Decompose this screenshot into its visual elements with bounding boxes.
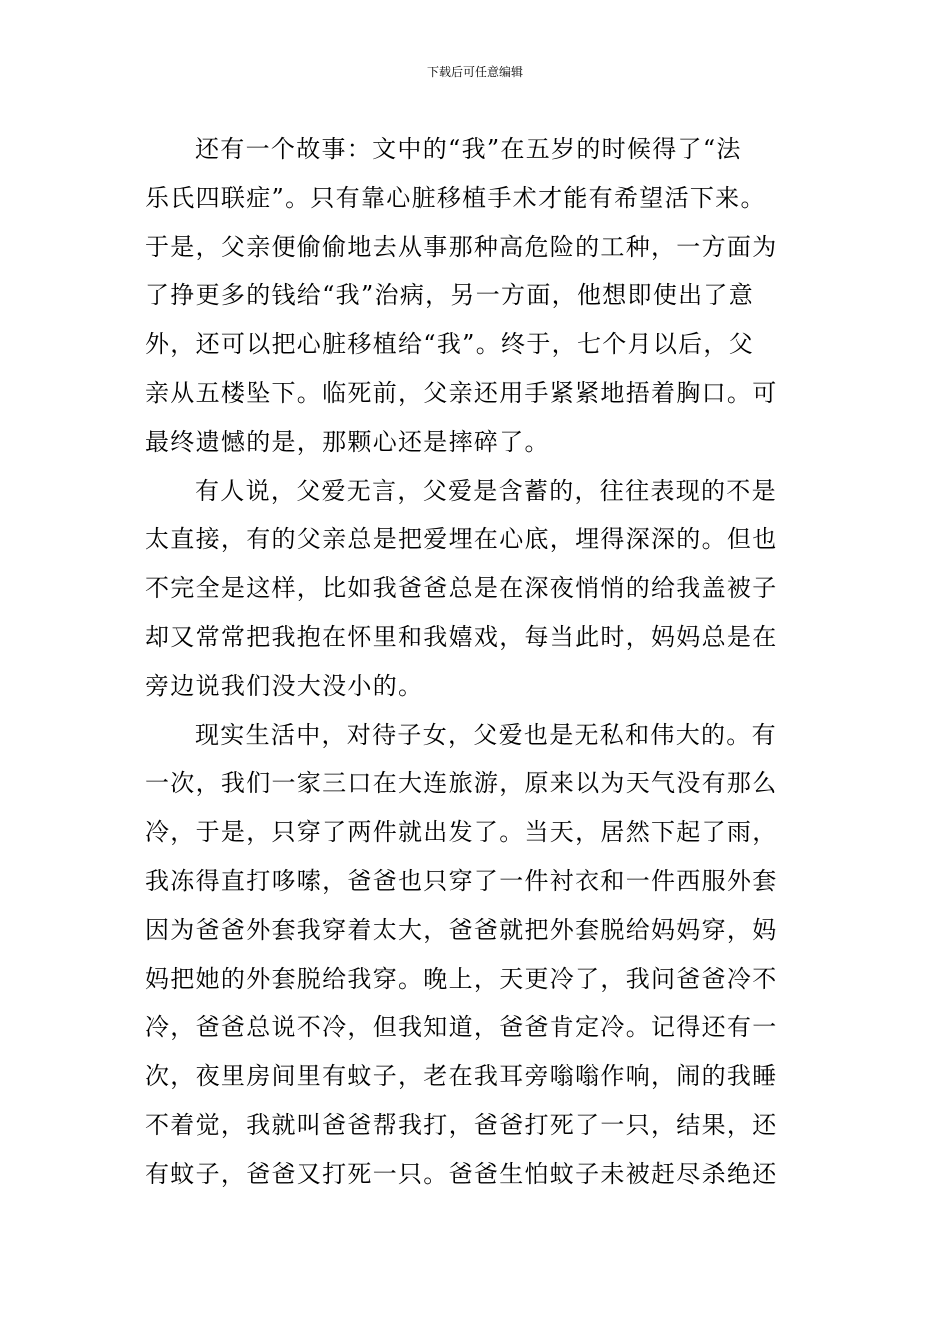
- text-line: 因为爸爸外套我穿着太大，爸爸就把外套脱给妈妈穿，妈: [145, 915, 778, 944]
- text-line: 外，还可以把心脏移植给“我”。终于，七个月以后，父: [145, 330, 755, 359]
- text-line: 太直接，有的父亲总是把爱埋在心底，埋得深深的。但也: [145, 525, 778, 554]
- text-line: 亲从五楼坠下。临死前，父亲还用手紧紧地捂着胸口。可: [145, 378, 778, 407]
- text-line: 还有一个故事：文中的“我”在五岁的时候得了“法: [195, 135, 742, 163]
- text-line: 有人说，父爱无言，父爱是含蓄的，往往表现的不是: [195, 476, 777, 505]
- text-line: 次，夜里房间里有蚊子，老在我耳旁嗡嗡作响，闹的我睡: [145, 1062, 778, 1091]
- text-line: 却又常常把我抱在怀里和我嬉戏，每当此时，妈妈总是在: [145, 622, 778, 651]
- text-line: 我冻得直打哆嗦，爸爸也只穿了一件衬衣和一件西服外套: [145, 866, 778, 895]
- text-line: 于是，父亲便偷偷地去从事那种高危险的工种，一方面为: [145, 232, 778, 261]
- text-line: 不着觉，我就叫爸爸帮我打，爸爸打死了一只，结果，还: [145, 1110, 778, 1139]
- text-line: 一次，我们一家三口在大连旅游，原来以为天气没有那么: [145, 769, 778, 798]
- text-line: 冷，爸爸总说不冷，但我知道，爸爸肯定冷。记得还有一: [145, 1013, 778, 1042]
- text-line: 最终遗憾的是，那颗心还是摔碎了。: [145, 427, 550, 456]
- text-line: 不完全是这样，比如我爸爸总是在深夜悄悄的给我盖被子: [145, 574, 778, 603]
- text-line: 旁边说我们没大没小的。: [145, 671, 424, 700]
- text-line: 有蚊子，爸爸又打死一只。爸爸生怕蚊子未被赶尽杀绝还: [145, 1159, 778, 1188]
- text-line: 冷，于是，只穿了两件就出发了。当天，居然下起了雨，: [145, 818, 778, 847]
- page-header: 下载后可任意编辑: [426, 65, 523, 79]
- text-line: 了挣更多的钱给“我”治病，另一方面，他想即使出了意: [145, 281, 755, 310]
- paragraph-2: [145, 467, 811, 711]
- paragraph-1: [145, 125, 811, 467]
- text-line: 现实生活中，对待子女，父爱也是无私和伟大的。有: [195, 720, 777, 749]
- paragraph-3: [145, 711, 811, 1199]
- text-line: 妈把她的外套脱给我穿。晚上，天更冷了，我问爸爸冷不: [145, 964, 778, 993]
- document-body: [145, 125, 811, 1199]
- text-line: 乐氏四联症”。只有靠心脏移植手术才能有希望活下来。: [145, 183, 766, 212]
